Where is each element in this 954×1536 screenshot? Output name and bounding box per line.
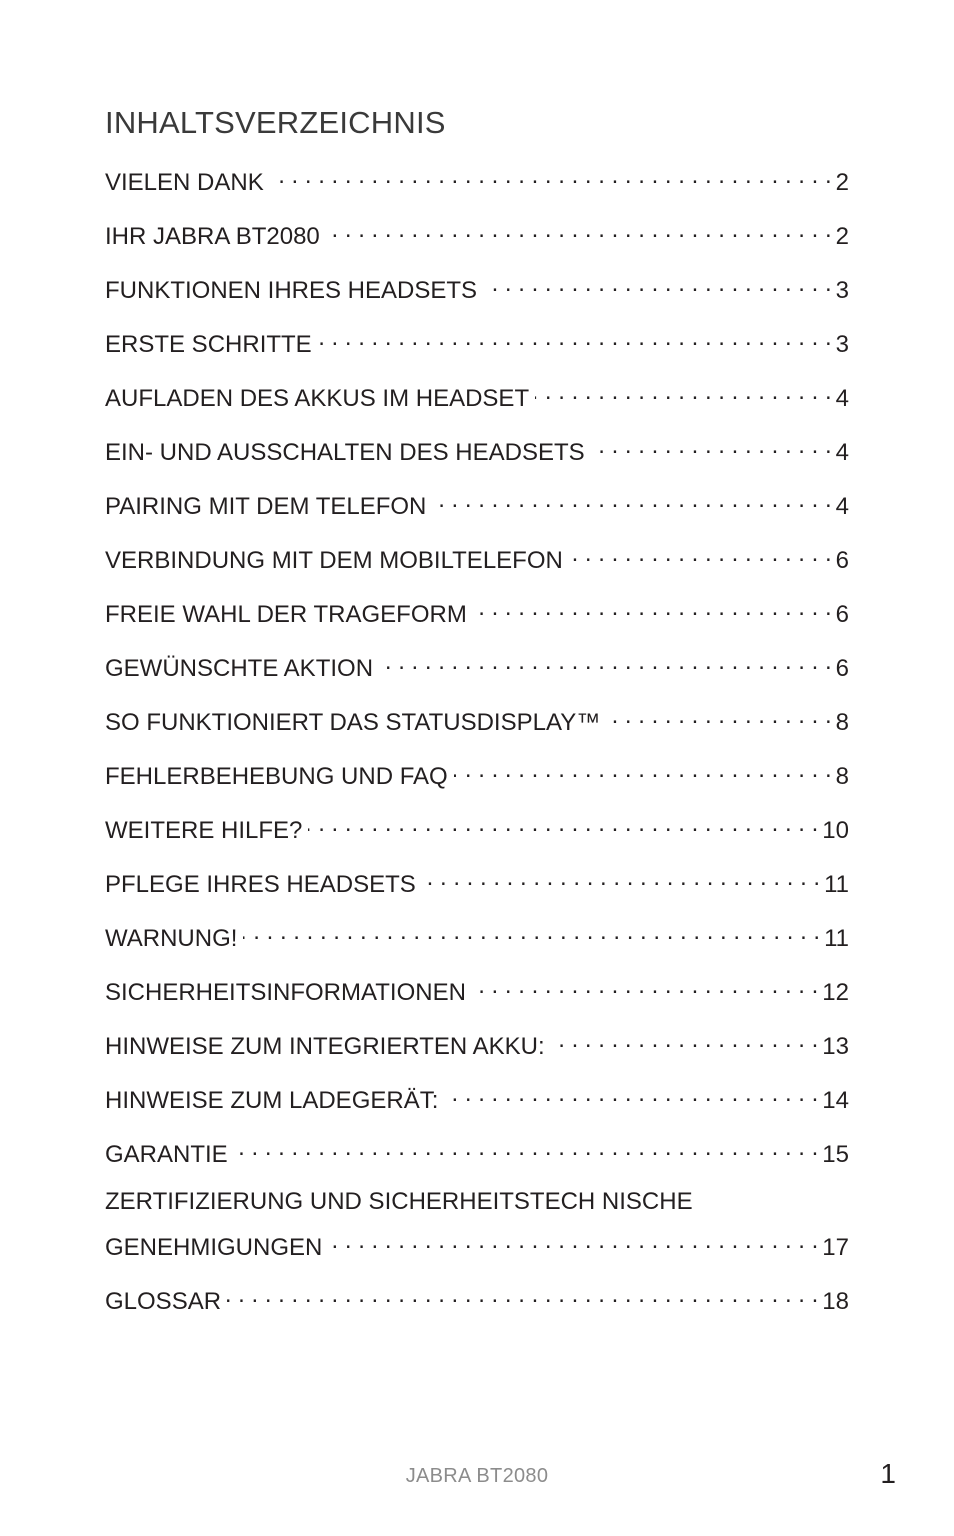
toc-entry-page: 2	[835, 223, 849, 250]
toc-entry[interactable]	[105, 594, 849, 628]
dot-leader	[379, 648, 832, 676]
toc-entry-title-line1: ZERTIFIZIERUNG UND SICHERHEITSTECH NISCHE	[105, 1188, 693, 1215]
toc-entry-title: HINWEISE ZUM INTEGRIERTEN AKKU:	[105, 1033, 545, 1060]
toc-entry-title: ERSTE SCHRITTE	[105, 331, 312, 358]
toc-entry[interactable]	[105, 216, 849, 250]
dot-leader	[308, 810, 818, 838]
toc-entry-page: 11	[824, 871, 849, 898]
toc-entry[interactable]	[105, 648, 849, 682]
toc-entry-page: 6	[835, 601, 849, 628]
toc-entry[interactable]	[105, 702, 849, 736]
toc-entry-page: 8	[835, 763, 849, 790]
toc-entry-title: VIELEN DANK	[105, 169, 264, 196]
toc-entry-page: 15	[822, 1141, 849, 1168]
dot-leader	[432, 486, 831, 514]
toc-entry-title: AUFLADEN DES AKKUS IM HEADSET	[105, 385, 530, 412]
toc-entry-title: FREIE WAHL DER TRAGEFORM	[105, 601, 467, 628]
toc-entry-page: 2	[835, 169, 849, 196]
page-number: 1	[880, 1458, 896, 1489]
dot-leader	[318, 324, 832, 352]
toc-entry-title: VERBINDUNG MIT DEM MOBILTELEFON	[105, 547, 563, 574]
toc-entry-page: 4	[835, 439, 849, 466]
toc-entry-title: PAIRING MIT DEM TELEFON	[105, 493, 427, 520]
dot-leader	[234, 1134, 819, 1162]
toc-entry[interactable]	[105, 1026, 849, 1060]
dot-leader	[472, 972, 818, 1000]
toc-entry[interactable]	[105, 378, 849, 412]
dot-leader	[444, 1080, 818, 1108]
toc-entry-title: FEHLERBEHEBUNG UND FAQ	[105, 763, 448, 790]
toc-entry[interactable]	[105, 162, 849, 196]
dot-leader	[227, 1281, 818, 1309]
page-title: INHALTSVERZEICHNIS	[105, 105, 446, 140]
toc-entry[interactable]	[105, 1080, 849, 1114]
toc-entry-title: GEWÜNSCHTE AKTION	[105, 655, 374, 682]
toc-entry-title: WARNUNG!	[105, 925, 238, 952]
footer-brand: JABRA BT2080	[405, 1465, 549, 1487]
toc-entry[interactable]	[105, 540, 849, 574]
toc-entry-title: WEITERE HILFE?	[105, 817, 303, 844]
toc-entry-page: 10	[822, 817, 849, 844]
toc-entry-title: SO FUNKTIONIERT DAS STATUSDISPLAY™	[105, 709, 601, 736]
toc-entry-title: FUNKTIONEN IHRES HEADSETS	[105, 277, 478, 304]
toc-entry[interactable]	[105, 918, 849, 952]
toc-entry[interactable]	[105, 1188, 849, 1261]
dot-leader	[243, 918, 820, 946]
toc-entry-page: 18	[822, 1288, 849, 1315]
dot-leader	[535, 378, 832, 406]
toc-entry-page: 4	[835, 385, 849, 412]
toc-entry-page: 6	[835, 547, 849, 574]
toc-entry-page: 11	[824, 925, 849, 952]
toc-entry[interactable]	[105, 1281, 849, 1315]
toc-entry-page: 8	[835, 709, 849, 736]
toc-entry[interactable]	[105, 972, 849, 1006]
dot-leader	[422, 864, 820, 892]
dot-leader	[591, 432, 832, 460]
toc-entry-page: 14	[822, 1087, 849, 1114]
toc-entry[interactable]	[105, 1134, 849, 1168]
table-of-contents	[105, 162, 849, 1335]
dot-leader	[326, 216, 832, 244]
toc-entry[interactable]	[105, 270, 849, 304]
toc-entry-page: 4	[835, 493, 849, 520]
dot-leader	[483, 270, 832, 298]
dot-leader	[606, 702, 831, 730]
toc-entry-page: 3	[835, 277, 849, 304]
toc-entry-title: GLOSSAR	[105, 1288, 222, 1315]
dot-leader	[473, 594, 832, 622]
dot-leader	[551, 1026, 819, 1054]
dot-leader	[270, 162, 832, 190]
toc-entry-page: 3	[835, 331, 849, 358]
toc-entry-page: 17	[822, 1234, 849, 1261]
toc-entry-page: 12	[822, 979, 849, 1006]
toc-entry-title: GARANTIE	[105, 1141, 228, 1168]
dot-leader	[454, 756, 832, 784]
toc-entry-title: GENEHMIGUNGEN	[105, 1234, 323, 1261]
dot-leader	[328, 1227, 818, 1255]
toc-entry[interactable]	[105, 486, 849, 520]
toc-entry-title: SICHERHEITSINFORMATIONEN	[105, 979, 466, 1006]
dot-leader	[569, 540, 832, 568]
toc-entry[interactable]	[105, 810, 849, 844]
toc-entry-title: HINWEISE ZUM LADEGERÄT:	[105, 1087, 439, 1114]
toc-entry[interactable]	[105, 324, 849, 358]
toc-entry-title: EIN- UND AUSSCHALTEN DES HEADSETS	[105, 439, 585, 466]
toc-entry[interactable]	[105, 756, 849, 790]
toc-entry[interactable]	[105, 432, 849, 466]
toc-entry[interactable]	[105, 864, 849, 898]
toc-entry-title: IHR JABRA BT2080	[105, 223, 320, 250]
toc-entry-title: PFLEGE IHRES HEADSETS	[105, 871, 416, 898]
toc-entry-page: 6	[835, 655, 849, 682]
toc-entry-page: 13	[822, 1033, 849, 1060]
